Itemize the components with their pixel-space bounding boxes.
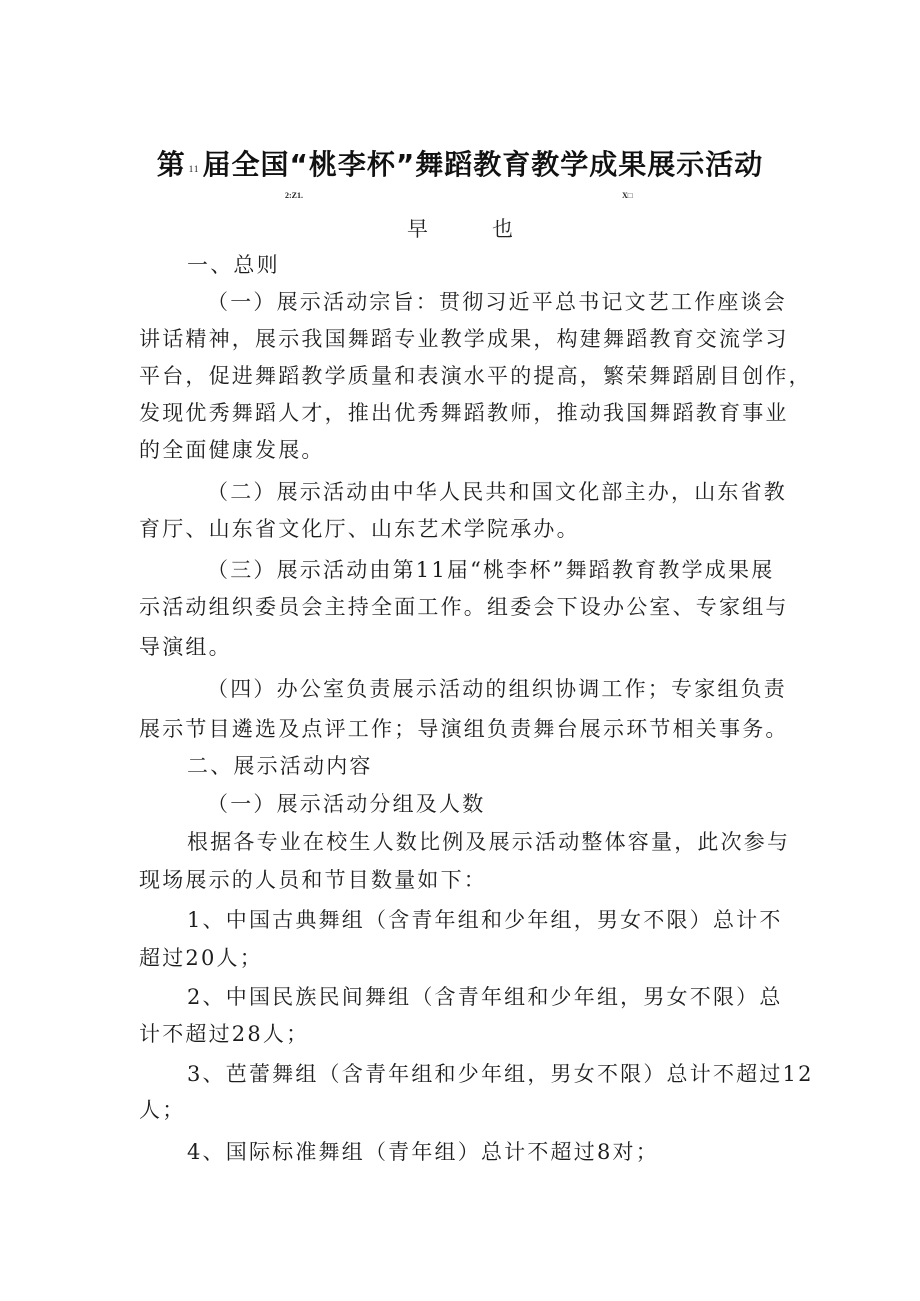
list-item-line: 人； <box>139 1098 186 1122</box>
paragraph-line: 根据各专业在校生人数比例及展示活动整体容量，此次参与 <box>187 830 791 854</box>
list-item-line: 2、中国民族民间舞组（含青年组和少年组，男女不限）总 <box>187 985 783 1009</box>
section-heading-content: 二、展示活动内容 <box>187 754 373 778</box>
list-item-line: 4、国际标准舞组（青年组）总计不超过8对； <box>187 1140 659 1164</box>
paragraph-line: 的全面健康发展。 <box>139 438 325 462</box>
list-item-line: 1、中国古典舞组（含青年组和少年组，男女不限）总计不 <box>187 908 783 932</box>
paragraph-line: 发现优秀舞蹈人才，推出优秀舞蹈教师，推动我国舞蹈教育事业 <box>139 401 789 425</box>
subsection-heading: （一）展示活动分组及人数 <box>207 792 486 816</box>
title-prefix: 第 <box>156 148 186 181</box>
paragraph-line: 现场展示的人员和节目数量如下： <box>139 868 487 892</box>
scan-artifact-left: 2:Z1. <box>285 191 303 200</box>
list-item-line: 计不超过28人； <box>139 1022 310 1046</box>
paragraph-line: 展示节目遴选及点评工作；导演组负责舞台展示环节相关事务。 <box>139 717 789 741</box>
title-rest: 届全国“桃李杯”舞蹈教育教学成果展示活动 <box>202 148 764 181</box>
paragraph-line: 示活动组织委员会主持全面工作。组委会下设办公室、专家组与 <box>139 595 789 619</box>
paragraph-line: 导演组。 <box>139 635 232 659</box>
subheading-char-1: 早 <box>407 217 428 241</box>
list-item-line: 3、芭蕾舞组（含青年组和少年组，男女不限）总计不超过12 <box>187 1062 814 1086</box>
paragraph-line: 讲话精神，展示我国舞蹈专业教学成果，构建舞蹈教育交流学习 <box>139 327 789 351</box>
list-item-line: 超过20人； <box>139 946 263 970</box>
paragraph-line: （二）展示活动由中华人民共和国文化部主办，山东省教 <box>207 480 787 504</box>
section-heading-general: 一、总则 <box>187 253 280 277</box>
document-title <box>0 143 920 183</box>
paragraph-line: 平台，促进舞蹈教学质量和表演水平的提高，繁荣舞蹈剧目创作， <box>139 364 812 388</box>
paragraph-line: 育厅、山东省文化厅、山东艺术学院承办。 <box>139 517 580 541</box>
paragraph-line: （三）展示活动由第11届“桃李杯”舞蹈教育教学成果展 <box>207 558 775 582</box>
subheading-char-2: 也 <box>492 217 513 241</box>
paragraph-line: （四）办公室负责展示活动的组织协调工作；专家组负责 <box>207 677 787 701</box>
scan-artifact-right: X□ <box>622 191 633 200</box>
paragraph-line: （一）展示活动宗旨：贯彻习近平总书记文艺工作座谈会 <box>207 290 787 314</box>
title-edition-number: 11 <box>188 164 200 174</box>
